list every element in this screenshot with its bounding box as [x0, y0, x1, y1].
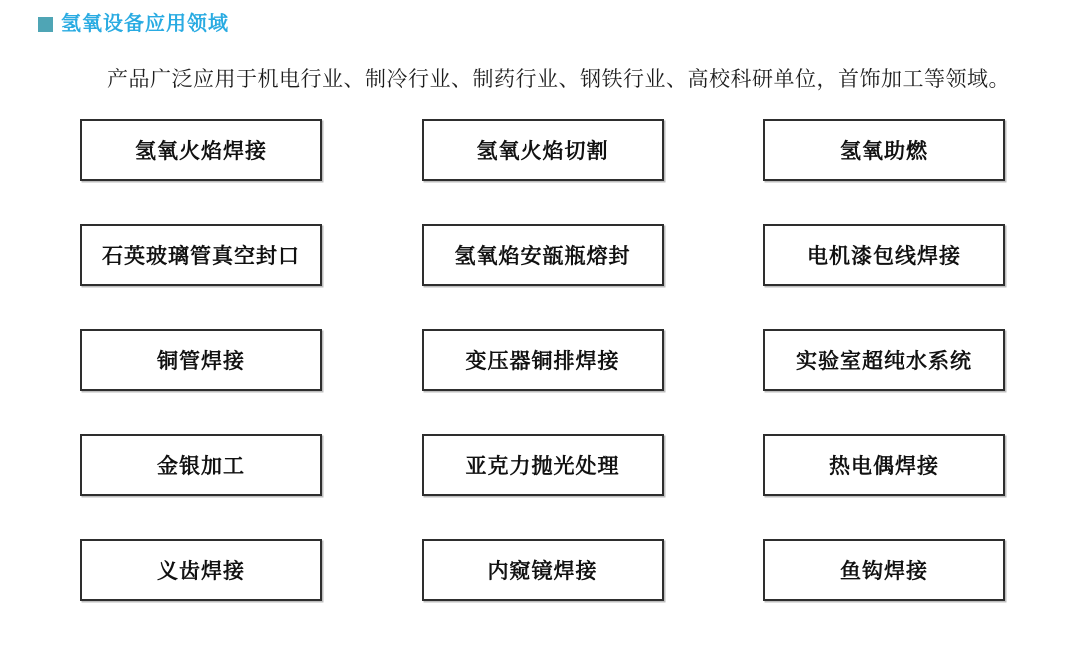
application-box [80, 434, 322, 496]
application-box [422, 434, 664, 496]
application-box [422, 224, 664, 286]
application-box [763, 329, 1005, 391]
application-box-label: 石英玻璃管真空封口 [102, 245, 300, 268]
application-box-label: 义齿焊接 [157, 560, 245, 583]
application-box [422, 119, 664, 181]
application-box [763, 539, 1005, 601]
application-box-label: 铜管焊接 [157, 350, 245, 373]
application-box-label: 金银加工 [157, 455, 245, 478]
application-box-label: 热电偶焊接 [829, 455, 939, 478]
application-box-label: 亚克力抛光处理 [465, 455, 620, 478]
application-box-label: 电机漆包线焊接 [807, 245, 961, 268]
section-header [38, 12, 1078, 36]
application-box [422, 539, 664, 601]
application-box [80, 119, 322, 181]
intro-paragraph: 产品广泛应用于机电行业、制冷行业、制药行业、钢铁行业、高校科研单位，首饰加工等领域。 [107, 68, 1010, 91]
application-box-label: 鱼钩焊接 [840, 560, 928, 583]
application-box-label: 氢氧助燃 [840, 140, 928, 163]
application-box-label: 变压器铜排焊接 [465, 350, 620, 373]
application-box-label: 氢氧火焰切割 [476, 140, 609, 163]
application-grid [80, 119, 1005, 601]
square-bullet-icon [38, 17, 53, 32]
application-box [80, 329, 322, 391]
application-box [80, 224, 322, 286]
application-box-label: 氢氧焰安瓿瓶熔封 [454, 245, 631, 268]
application-box [763, 119, 1005, 181]
application-box-label: 实验室超纯水系统 [796, 350, 972, 373]
application-box [763, 224, 1005, 286]
application-box [422, 329, 664, 391]
application-box [763, 434, 1005, 496]
application-box [80, 539, 322, 601]
section-title: 氢氧设备应用领域 [61, 13, 229, 35]
application-box-label: 氢氧火焰焊接 [135, 140, 267, 163]
application-box-label: 内窥镜焊接 [487, 560, 598, 583]
